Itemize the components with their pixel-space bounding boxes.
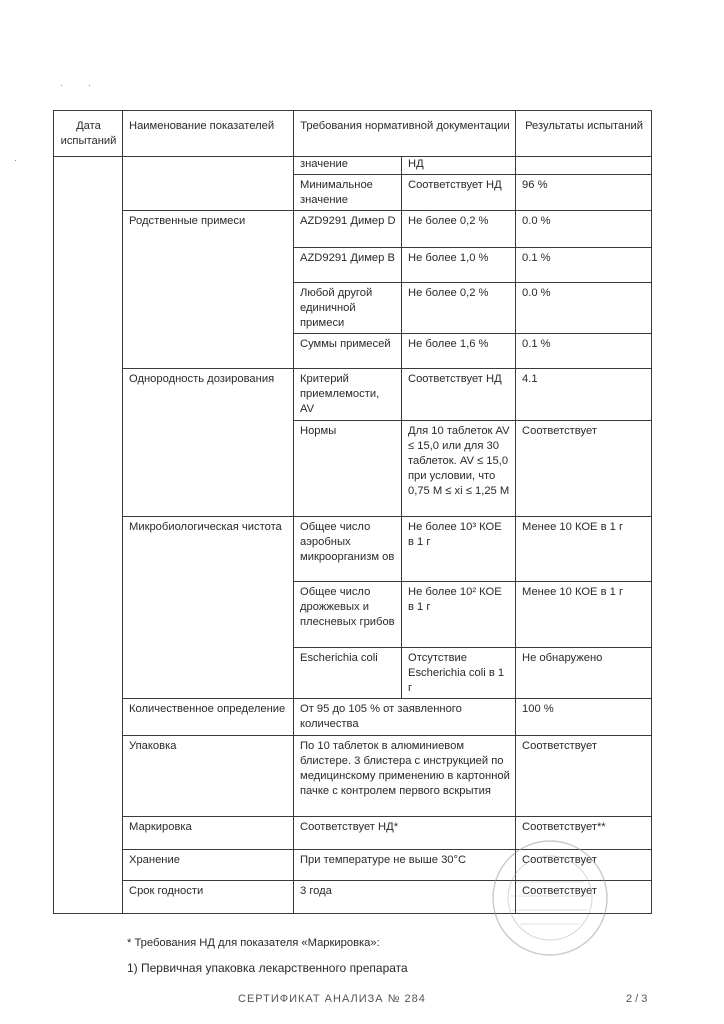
result-cell: 0.1 % [516, 248, 652, 283]
sub-param-cell: Суммы примесей [294, 334, 402, 369]
page-number: 2 / 3 [626, 993, 648, 1002]
sub-param-cell: Общее число аэробных микроорганизм ов [294, 517, 402, 582]
result-cell: Менее 10 КОЕ в 1 г [516, 582, 652, 648]
req-cell: Отсутствие Escherichia coli в 1 г [402, 648, 516, 699]
sub-param-cell: AZD9291 Димер D [294, 211, 402, 248]
param-cell: Родственные примеси [123, 211, 294, 369]
param-cell: Маркировка [123, 817, 294, 850]
header-date: Дата испытаний [54, 111, 123, 157]
result-cell: Соответствует** [516, 817, 652, 850]
sub-param-cell: Общее число дрожжевых и плесневых грибов [294, 582, 402, 648]
stamp-outer-ring [493, 841, 607, 955]
req-cell: 3 года [294, 881, 516, 914]
stamp-inner-ring [508, 856, 592, 940]
req-cell: Не более 0,2 % [402, 283, 516, 334]
param-cell: Хранение [123, 850, 294, 881]
req-cell: Не более 1,6 % [402, 334, 516, 369]
sub-param-cell: Любой другой единичной примеси [294, 283, 402, 334]
param-cell: Количественное определение [123, 699, 294, 736]
scan-mark: · [14, 155, 17, 165]
result-cell: Менее 10 КОЕ в 1 г [516, 517, 652, 582]
header-name: Наименование показателей [123, 111, 294, 157]
param-cell [123, 157, 294, 211]
note-item: 1) Первичная упаковка лекарственного препарата [127, 961, 408, 975]
sub-param-cell: Escherichia coli [294, 648, 402, 699]
req-cell: НД [402, 157, 516, 175]
sub-param-cell: AZD9291 Димер B [294, 248, 402, 283]
req-cell: Соответствует НД* [294, 817, 516, 850]
table-row [54, 736, 652, 817]
footer-title: СЕРТИФИКАТ АНАЛИЗА № 284 [238, 993, 426, 1002]
result-cell: Соответствует [516, 421, 652, 517]
result-cell: Соответствует [516, 881, 652, 914]
param-cell: Микробиологическая чистота [123, 517, 294, 699]
req-cell: По 10 таблеток в алюминиевом блистере. 3 блистера с инструкцией по медицинскому применению в картонной пачке с контролем первого вскрытия [294, 736, 516, 817]
sub-param-cell: Минимальное значение [294, 175, 402, 211]
req-cell: От 95 до 105 % от заявленного количества [294, 699, 516, 736]
result-cell: Соответствует [516, 736, 652, 817]
req-cell: Соответствует НД [402, 175, 516, 211]
param-cell: Срок годности [123, 881, 294, 914]
req-cell: При температуре не выше 30°C [294, 850, 516, 881]
table-row [54, 211, 652, 248]
header-results: Результаты испытаний [516, 111, 652, 157]
param-cell: Упаковка [123, 736, 294, 817]
result-cell: Соответствует [516, 850, 652, 881]
result-cell: 96 % [516, 175, 652, 211]
table-header-row [54, 111, 652, 157]
req-cell: Для 10 таблеток AV ≤ 15,0 или для 30 таблеток. AV ≤ 15,0 при условии, что 0,75 M ≤ xi ≤ 1,25 M [402, 421, 516, 517]
scan-mark: · [88, 80, 91, 90]
sub-param-cell: значение [294, 157, 402, 175]
param-cell: Однородность дозирования [123, 369, 294, 517]
table-row [54, 517, 652, 582]
result-cell: 0.0 % [516, 211, 652, 248]
result-cell: 0.0 % [516, 283, 652, 334]
result-cell: Не обнаружено [516, 648, 652, 699]
result-cell: 4.1 [516, 369, 652, 421]
req-cell: Не более 10² КОЕ в 1 г [402, 582, 516, 648]
sub-param-cell: Нормы [294, 421, 402, 517]
footnote: * Требования НД для показателя «Маркировка»: [127, 937, 380, 949]
req-cell: Не более 1,0 % [402, 248, 516, 283]
result-cell [516, 157, 652, 175]
req-cell: Соответствует НД [402, 369, 516, 421]
certificate-table [53, 110, 652, 914]
header-requirements: Требования нормативной документации [294, 111, 516, 157]
result-cell: 100 % [516, 699, 652, 736]
table-row [54, 369, 652, 421]
req-cell: Не более 0,2 % [402, 211, 516, 248]
result-cell: 0.1 % [516, 334, 652, 369]
table-row [54, 157, 652, 175]
date-cell [54, 157, 123, 914]
scan-mark: · [60, 80, 63, 90]
table-row [54, 699, 652, 736]
req-cell: Не более 10³ КОЕ в 1 г [402, 517, 516, 582]
sub-param-cell: Критерий приемлемости, AV [294, 369, 402, 421]
round-seal-stamp [478, 838, 628, 960]
